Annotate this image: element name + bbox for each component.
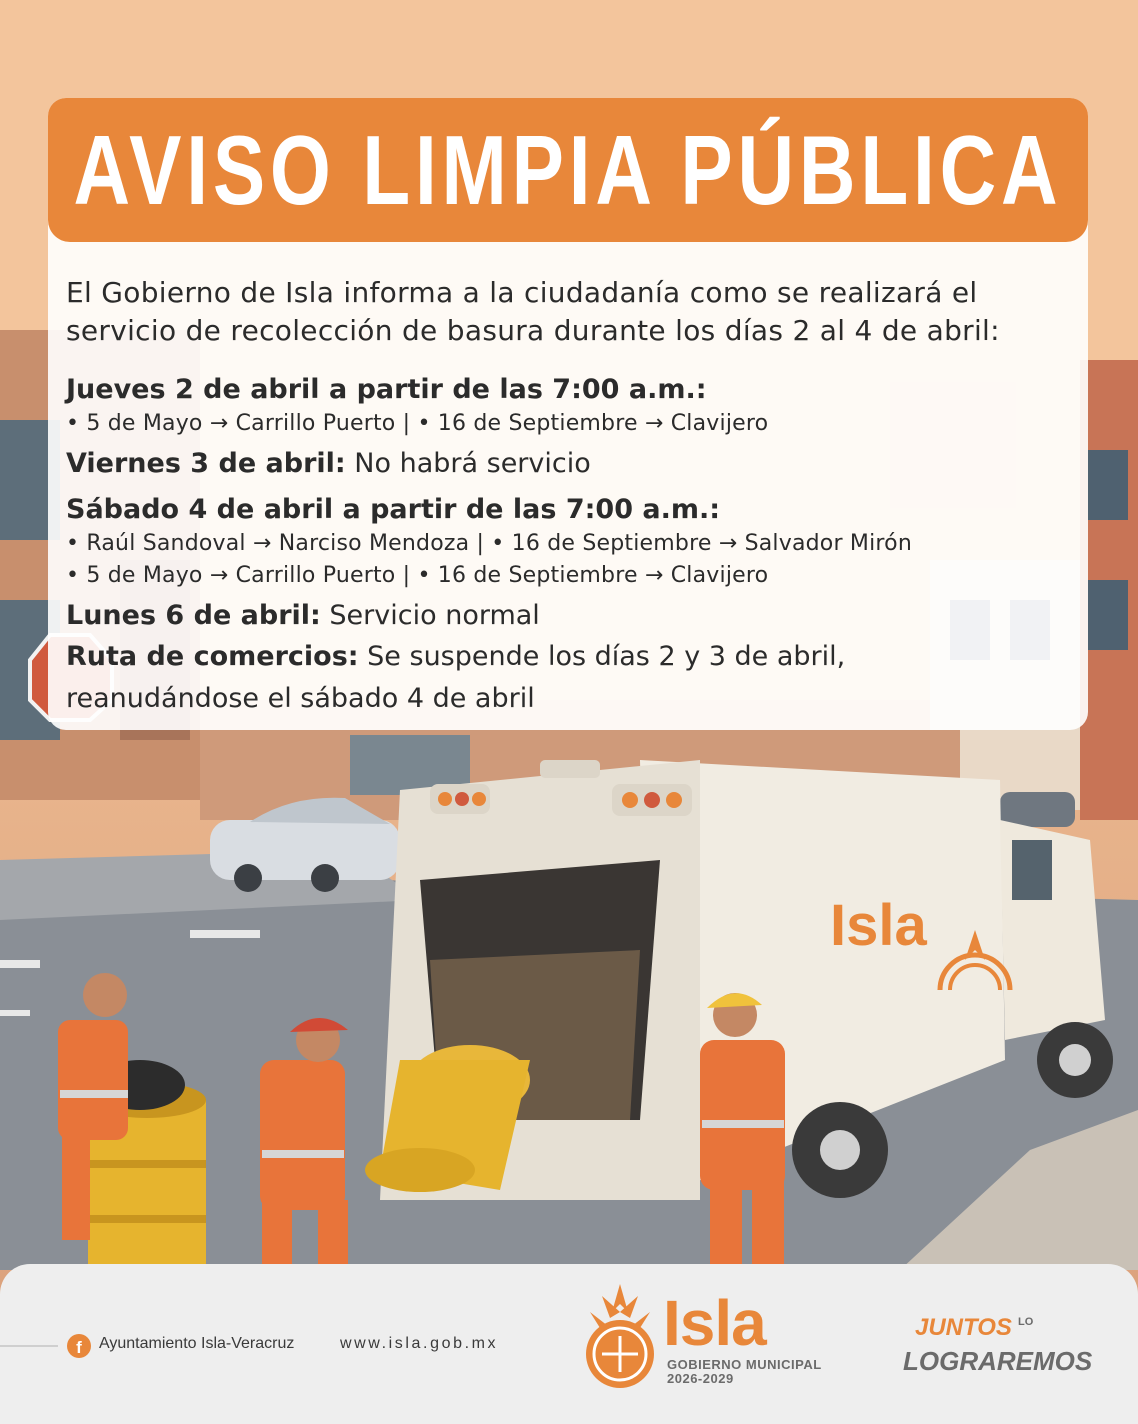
schedule-thursday xyxy=(66,372,1078,408)
schedule-day-label: Jueves 2 de abril a partir de las 7:00 a.m.: xyxy=(66,374,707,405)
title-banner xyxy=(48,98,1088,242)
schedule-friday xyxy=(66,446,1078,482)
route-line: • 5 de Mayo → Carrillo Puerto | • 16 de Septiembre → Clavijero xyxy=(66,411,769,436)
schedule-day-label: Sábado 4 de abril a partir de las 7:00 a.m.: xyxy=(66,494,721,525)
brand-subtitle xyxy=(667,1358,822,1386)
slogan-top: JUNTOS xyxy=(915,1314,1012,1341)
schedule-detail: Se suspende los días 2 y 3 de abril, xyxy=(367,641,846,672)
schedule-day-label: Lunes 6 de abril: xyxy=(66,600,321,631)
page-title: AVISO LIMPIA PÚBLICA xyxy=(73,114,1063,225)
footer-divider xyxy=(0,1345,58,1347)
slogan-bottom: LOGRAREMOS xyxy=(903,1346,1093,1376)
route-line: • 5 de Mayo → Carrillo Puerto | • 16 de Septiembre → Clavijero xyxy=(66,563,769,588)
schedule-comercios xyxy=(66,639,1078,675)
schedule-day-label: Viernes 3 de abril: xyxy=(66,448,346,479)
schedule-comercios-continued: reanudándose el sábado 4 de abril xyxy=(66,683,535,714)
schedule-detail: Servicio normal xyxy=(329,600,540,631)
truck-logo-text: Isla xyxy=(830,893,927,958)
brand-sub-line: GOBIERNO MUNICIPAL xyxy=(667,1357,822,1372)
website-link[interactable]: www.isla.gob.mx xyxy=(340,1335,499,1352)
schedule-monday xyxy=(66,598,1078,634)
facebook-page-link[interactable]: Ayuntamiento Isla-Veracruz xyxy=(99,1335,295,1352)
facebook-icon[interactable]: f xyxy=(67,1334,91,1358)
slogan-lo: LO xyxy=(1018,1316,1034,1328)
route-line: • Raúl Sandoval → Narciso Mendoza | • 16 de Septiembre → Salvador Mirón xyxy=(66,531,912,556)
pineapple-logo-icon xyxy=(580,1282,660,1392)
notice-content xyxy=(66,274,1078,717)
brand-name: Isla xyxy=(663,1287,766,1359)
schedule-saturday xyxy=(66,492,1078,528)
schedule-day-label: Ruta de comercios: xyxy=(66,641,359,672)
schedule-detail: No habrá servicio xyxy=(354,448,591,479)
intro-text: El Gobierno de Isla informa a la ciudadanía como se realizará el servicio de recolección de basura durante los días 2 al 4 de abril: xyxy=(66,276,1000,347)
brand-years: 2026-2029 xyxy=(667,1371,734,1386)
